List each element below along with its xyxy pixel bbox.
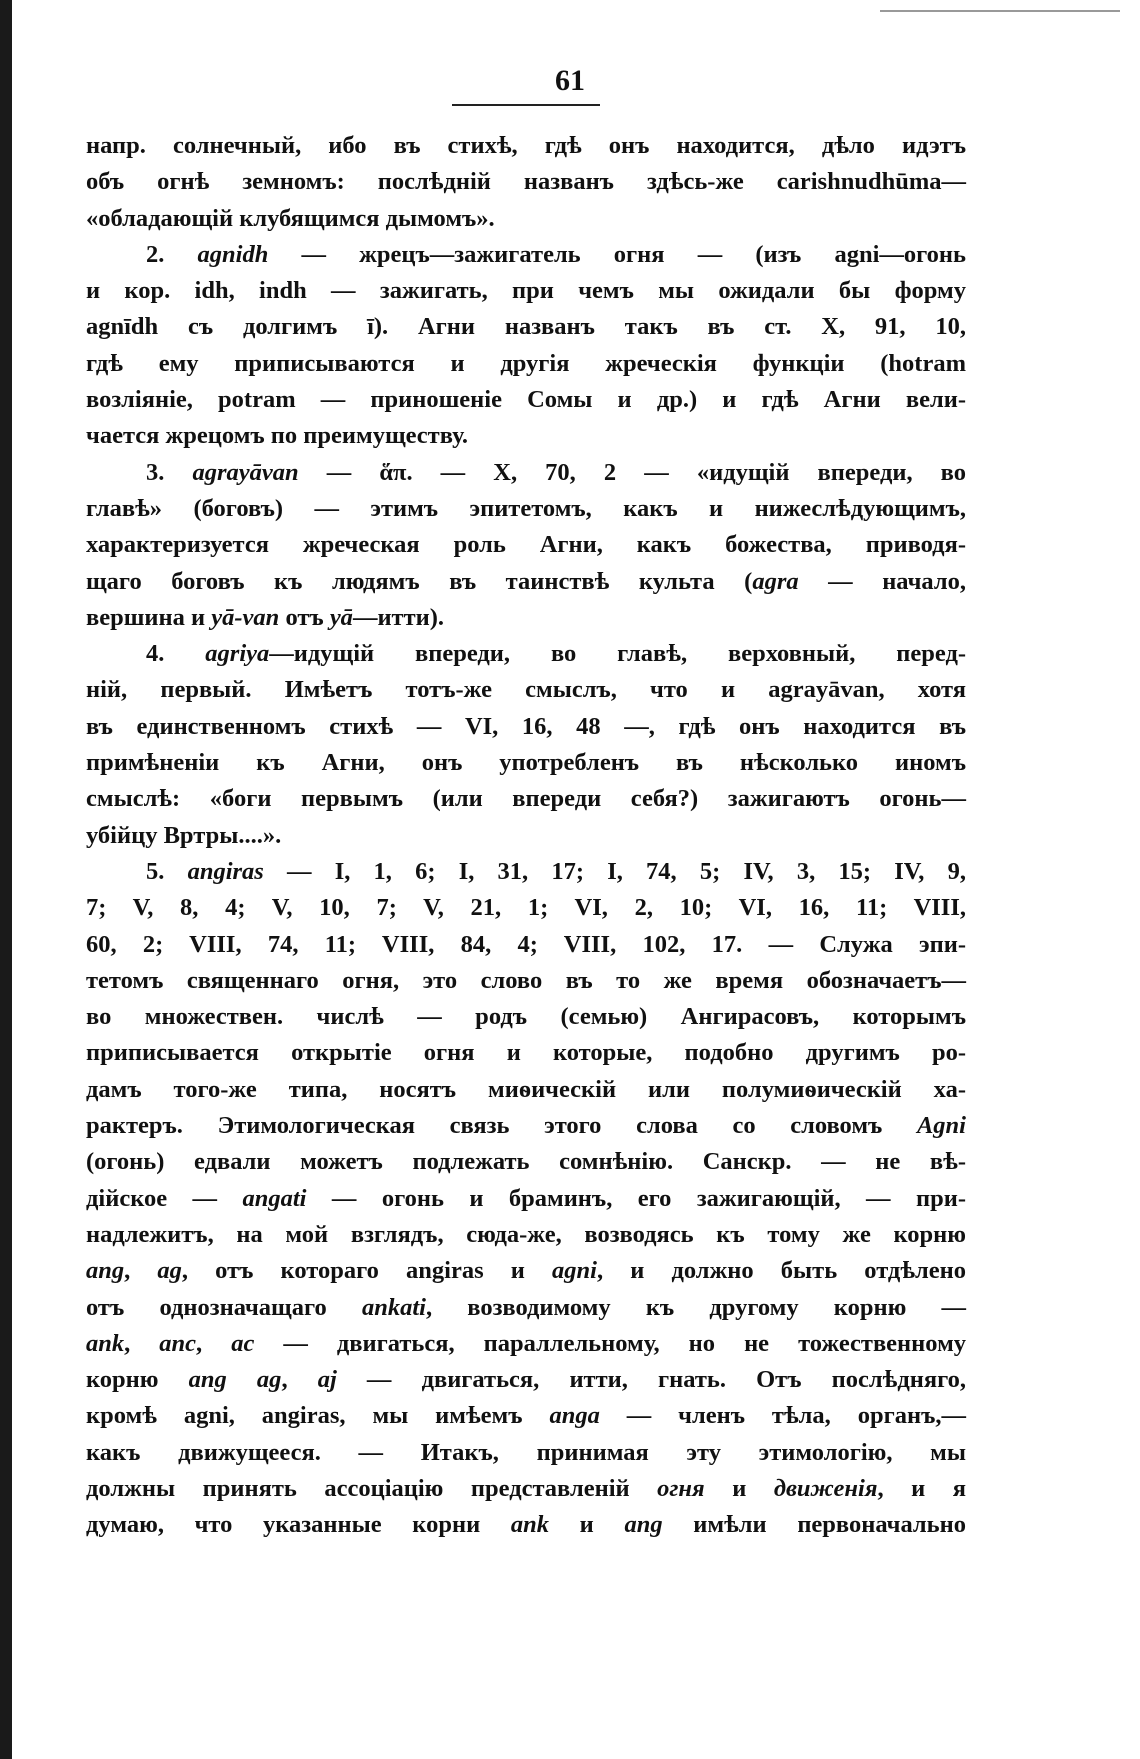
text-line bbox=[86, 1253, 966, 1289]
text-run: рактеръ. Этимологическая связь этого слова со словомъ bbox=[86, 1112, 917, 1140]
italic-term: angiras bbox=[187, 857, 264, 885]
text-line bbox=[86, 745, 966, 781]
text-run: 5. bbox=[146, 857, 188, 885]
text-line bbox=[86, 818, 966, 854]
text-run: — I, 1, 6; I, 31, 17; I, 74, 5; IV, 3, 15; IV, 9, bbox=[263, 857, 966, 885]
italic-term: ankati bbox=[361, 1293, 426, 1321]
text-line bbox=[86, 1035, 966, 1071]
text-run: думаю, что указанные корни bbox=[86, 1511, 511, 1539]
page-number: 61 bbox=[555, 64, 585, 97]
text-run: тетомъ священнаго огня, это слово въ то же время обозначаетъ— bbox=[86, 966, 966, 994]
text-run: надлежитъ, на мой взглядъ, сюда-же, возводясь къ тому же корню bbox=[86, 1220, 966, 1248]
text-line bbox=[86, 201, 966, 237]
italic-term: ank bbox=[86, 1329, 125, 1357]
text-run: — жрецъ—зажигатель огня — (изъ agni—огонь bbox=[268, 240, 966, 268]
text-run: «обладающій клубящимся дымомъ». bbox=[86, 204, 495, 232]
text-line bbox=[86, 709, 966, 745]
top-rule bbox=[880, 10, 1120, 12]
text-line bbox=[86, 128, 966, 164]
text-line bbox=[86, 1144, 966, 1180]
text-line bbox=[86, 237, 966, 273]
text-run: (огонь) едвали можетъ подлежать сомнѣнію. Санскр. — не вѣ- bbox=[86, 1148, 966, 1176]
text-run: — членъ тѣла, органъ,— bbox=[599, 1402, 966, 1430]
italic-term: ang bbox=[624, 1511, 663, 1539]
italic-term: aj bbox=[317, 1366, 337, 1394]
text-run: , bbox=[124, 1329, 160, 1357]
text-line bbox=[86, 564, 966, 600]
text-line bbox=[86, 164, 966, 200]
italic-term: ang ag bbox=[188, 1366, 282, 1394]
text-run: 2. bbox=[146, 240, 198, 268]
text-run: agnīdh съ долгимъ ī). Агни названъ такъ въ ст. X, 91, 10, bbox=[86, 313, 966, 341]
text-run: , возводимому къ другому корню — bbox=[425, 1293, 966, 1321]
text-line bbox=[86, 455, 966, 491]
italic-term: ac bbox=[231, 1329, 255, 1357]
italic-term: anga bbox=[549, 1402, 600, 1430]
italic-term: огня bbox=[657, 1474, 705, 1502]
text-line bbox=[86, 963, 966, 999]
text-line bbox=[86, 418, 966, 454]
text-run: — огонь и браминъ, его зажигающій, — при- bbox=[306, 1184, 967, 1212]
text-line bbox=[86, 1326, 966, 1362]
text-run: отъ bbox=[279, 603, 330, 631]
italic-term: agriya bbox=[205, 640, 270, 668]
text-line bbox=[86, 1362, 966, 1398]
text-run: дійское — bbox=[86, 1184, 243, 1212]
text-run: , bbox=[281, 1366, 318, 1394]
text-line bbox=[86, 1072, 966, 1108]
italic-term: движенія bbox=[773, 1474, 878, 1502]
italic-term: anc bbox=[159, 1329, 197, 1357]
text-run: кромѣ agni, angiras, мы имѣемъ bbox=[86, 1402, 550, 1430]
text-run: ній, первый. Имѣетъ тотъ-же смыслъ, что и agrayāvan, хотя bbox=[86, 676, 966, 704]
text-run: главѣ» (боговъ) — этимъ эпитетомъ, какъ и нижеслѣдующимъ, bbox=[86, 494, 966, 522]
italic-term: ag bbox=[157, 1257, 182, 1285]
text-run: —итти). bbox=[352, 603, 445, 631]
text-line bbox=[86, 890, 966, 926]
text-run: какъ движущееся. — Итакъ, принимая эту этимологію, мы bbox=[86, 1438, 966, 1466]
text-line bbox=[86, 1398, 966, 1434]
text-run: 3. bbox=[146, 458, 193, 486]
text-run: , bbox=[124, 1257, 158, 1285]
text-run: , отъ котораго angiras и bbox=[181, 1257, 552, 1285]
text-run: характеризуется жреческая роль Агни, какъ божества, приводя- bbox=[86, 531, 966, 559]
text-run: гдѣ ему приписываются и другія жреческія функціи (hotram bbox=[86, 349, 966, 377]
text-run: во множествен. числѣ — родъ (семью) Ангирасовъ, которымъ bbox=[86, 1003, 966, 1031]
text-run: вершина и bbox=[86, 603, 212, 631]
text-line bbox=[86, 1435, 966, 1471]
text-run: убійцу Вртры....». bbox=[86, 821, 282, 849]
italic-term: ank bbox=[510, 1511, 550, 1539]
text-line bbox=[86, 346, 966, 382]
text-line bbox=[86, 382, 966, 418]
italic-term: agra bbox=[752, 567, 799, 595]
text-line bbox=[86, 1290, 966, 1326]
text-run: —идущій впереди, во главѣ, верховный, перед- bbox=[269, 640, 967, 668]
text-run: 7; V, 8, 4; V, 10, 7; V, 21, 1; VI, 2, 10; VI, 16, 11; VIII, bbox=[86, 894, 966, 922]
text-run: должны принять ассоціацію представленій bbox=[86, 1474, 658, 1502]
text-line bbox=[86, 1217, 966, 1253]
italic-term: agrayāvan bbox=[192, 458, 299, 486]
text-run: и bbox=[549, 1511, 625, 1539]
text-run: , и должно быть отдѣлено bbox=[596, 1257, 967, 1285]
text-run: — двигаться, итти, гнать. Отъ послѣдняго, bbox=[336, 1366, 966, 1394]
text-line bbox=[86, 309, 966, 345]
text-run: щаго боговъ къ людямъ въ таинствѣ культа ( bbox=[86, 567, 753, 595]
italic-term: yā-van bbox=[211, 603, 280, 631]
text-line bbox=[86, 781, 966, 817]
text-line bbox=[86, 491, 966, 527]
text-run: отъ однозначащаго bbox=[86, 1293, 362, 1321]
italic-term: angati bbox=[242, 1184, 307, 1212]
text-line bbox=[86, 672, 966, 708]
italic-term: Agni bbox=[916, 1112, 966, 1140]
text-line bbox=[86, 527, 966, 563]
text-line bbox=[86, 999, 966, 1035]
text-line bbox=[86, 600, 966, 636]
italic-term: yā bbox=[329, 603, 353, 631]
text-run: примѣненіи къ Агни, онъ употребленъ въ нѣсколько иномъ bbox=[86, 749, 966, 777]
text-run: смыслѣ: «боги первымъ (или впереди себя?) зажигаютъ огонь— bbox=[86, 785, 966, 813]
text-line bbox=[86, 854, 966, 890]
text-run: 60, 2; VIII, 74, 11; VIII, 84, 4; VIII, 102, 17. — Служа эпи- bbox=[86, 930, 966, 958]
text-run: приписывается открытіе огня и которые, подобно другимъ ро- bbox=[86, 1039, 966, 1067]
body-text bbox=[86, 128, 966, 1544]
text-line bbox=[86, 1181, 966, 1217]
text-line bbox=[86, 1507, 966, 1543]
text-line bbox=[86, 1108, 966, 1144]
text-run: 4. bbox=[146, 640, 206, 668]
text-run: корню bbox=[86, 1366, 189, 1394]
text-run: — ἅπ. — X, 70, 2 — «идущій впереди, во bbox=[298, 458, 966, 486]
text-run: , bbox=[196, 1329, 232, 1357]
text-line bbox=[86, 1471, 966, 1507]
text-run: — начало, bbox=[798, 567, 966, 595]
text-run: возліяніе, potram — приношеніе Сомы и др.) и гдѣ Агни вели- bbox=[86, 386, 966, 414]
scan-binding-edge bbox=[0, 0, 12, 1759]
page-number-rule bbox=[452, 104, 600, 106]
text-run: и bbox=[704, 1474, 774, 1502]
text-run: имѣли первоначально bbox=[662, 1511, 966, 1539]
text-run: дамъ того-же типа, носятъ миѳическій или полумиѳическій ха- bbox=[86, 1075, 966, 1103]
text-run: — двигаться, параллельному, но не тожественному bbox=[254, 1329, 967, 1357]
italic-term: ang bbox=[86, 1257, 125, 1285]
text-line bbox=[86, 636, 966, 672]
text-run: чается жрецомъ по преимуществу. bbox=[86, 422, 469, 450]
text-run: въ единственномъ стихѣ — VI, 16, 48 —, гдѣ онъ находится въ bbox=[86, 712, 966, 740]
text-line bbox=[86, 273, 966, 309]
text-run: объ огнѣ земномъ: послѣдній названъ здѣсь-же carishnudhūma— bbox=[86, 168, 966, 196]
italic-term: agni bbox=[552, 1257, 597, 1285]
text-run: напр. солнечный, ибо въ стихѣ, гдѣ онъ находится, дѣло идэтъ bbox=[86, 132, 966, 159]
italic-term: agnidh bbox=[197, 240, 269, 268]
text-line bbox=[86, 927, 966, 963]
text-run: и кор. idh, indh — зажигать, при чемъ мы ожидали бы форму bbox=[86, 277, 966, 305]
text-run: , и я bbox=[877, 1474, 966, 1502]
